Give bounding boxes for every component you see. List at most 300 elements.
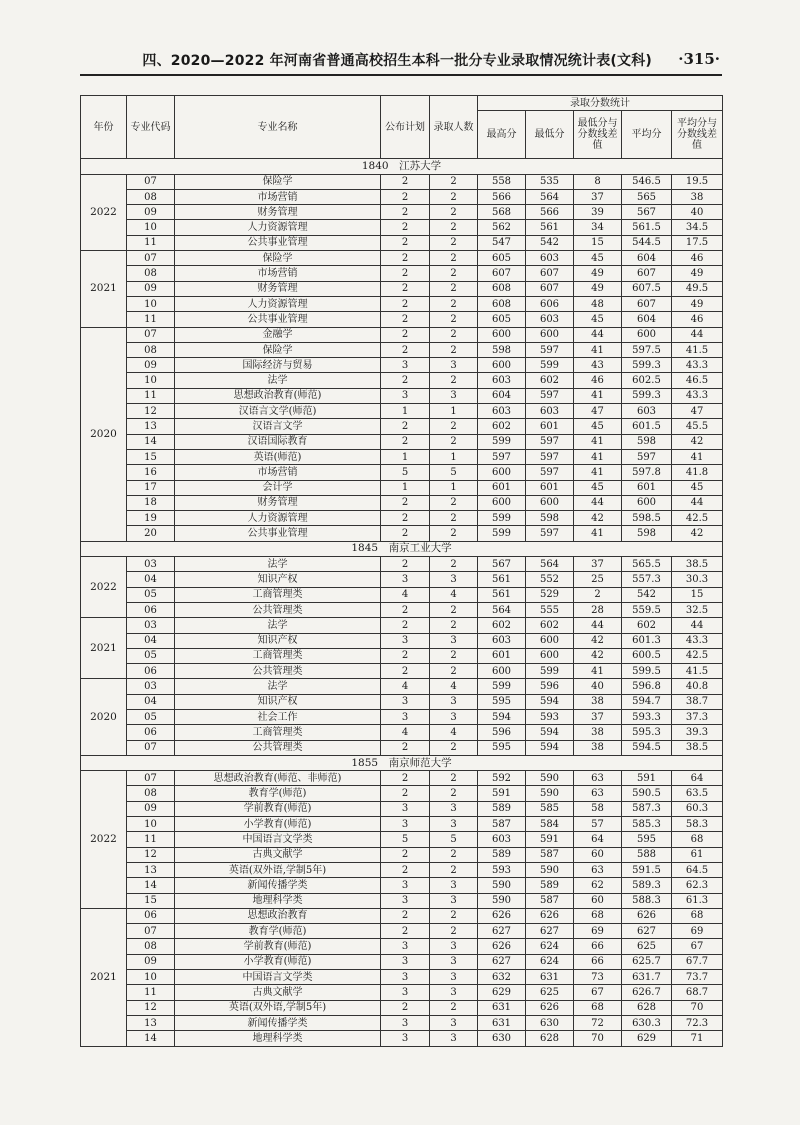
major-name-cell: 人力资源管理 — [175, 220, 381, 235]
admitted-cell: 3 — [430, 709, 478, 724]
avg-score-cell: 544.5 — [622, 235, 672, 250]
min-diff-cell: 41 — [574, 465, 622, 480]
max-score-cell: 590 — [478, 893, 526, 908]
avg-diff-cell: 61 — [672, 847, 723, 862]
table-row — [81, 220, 723, 235]
avg-score-cell: 599.3 — [622, 358, 672, 373]
min-score-cell: 564 — [526, 189, 574, 204]
min-score-cell: 561 — [526, 220, 574, 235]
major-name-cell: 汉语国际教育 — [175, 434, 381, 449]
major-name-cell: 英语(双外语,学制5年) — [175, 1000, 381, 1015]
max-score-cell: 601 — [478, 648, 526, 663]
table-row — [81, 235, 723, 250]
avg-score-cell: 565.5 — [622, 557, 672, 572]
plan-cell: 2 — [381, 251, 430, 266]
avg-score-cell: 628 — [622, 1000, 672, 1015]
table-row — [81, 801, 723, 816]
min-diff-cell: 38 — [574, 740, 622, 755]
plan-cell: 3 — [381, 358, 430, 373]
admitted-cell: 4 — [430, 679, 478, 694]
code-cell: 08 — [127, 786, 175, 801]
table-row — [81, 342, 723, 357]
table-row — [81, 465, 723, 480]
max-score-cell: 598 — [478, 342, 526, 357]
table-row — [81, 771, 723, 786]
avg-diff-cell: 19.5 — [672, 174, 723, 189]
table-row — [81, 1031, 723, 1046]
max-score-cell: 605 — [478, 312, 526, 327]
min-score-cell: 606 — [526, 296, 574, 311]
plan-cell: 2 — [381, 419, 430, 434]
avg-score-cell: 599.5 — [622, 664, 672, 679]
avg-diff-cell: 40.8 — [672, 679, 723, 694]
min-diff-cell: 64 — [574, 832, 622, 847]
page-header — [80, 46, 722, 76]
avg-score-cell: 599.3 — [622, 388, 672, 403]
table-row — [81, 434, 723, 449]
table-row — [81, 511, 723, 526]
avg-score-cell: 600 — [622, 495, 672, 510]
admitted-cell: 2 — [430, 251, 478, 266]
plan-cell: 2 — [381, 296, 430, 311]
avg-diff-cell: 41 — [672, 449, 723, 464]
min-score-cell: 597 — [526, 434, 574, 449]
major-name-cell: 小学教育(师范) — [175, 817, 381, 832]
table-row — [81, 189, 723, 204]
avg-score-cell: 600 — [622, 327, 672, 342]
max-score-cell: 608 — [478, 281, 526, 296]
plan-cell: 2 — [381, 786, 430, 801]
code-cell: 07 — [127, 174, 175, 189]
admitted-cell: 2 — [430, 434, 478, 449]
major-name-cell: 法学 — [175, 618, 381, 633]
avg-diff-cell: 45 — [672, 480, 723, 495]
min-diff-cell: 62 — [574, 878, 622, 893]
plan-cell: 5 — [381, 832, 430, 847]
major-name-cell: 人力资源管理 — [175, 296, 381, 311]
avg-score-cell: 602.5 — [622, 373, 672, 388]
min-diff-cell: 58 — [574, 801, 622, 816]
year-cell: 2021 — [81, 908, 127, 1046]
avg-score-cell: 557.3 — [622, 572, 672, 587]
major-name-cell: 财务管理 — [175, 495, 381, 510]
min-score-cell: 600 — [526, 327, 574, 342]
max-score-cell: 595 — [478, 694, 526, 709]
table-row — [81, 587, 723, 602]
admitted-cell: 3 — [430, 358, 478, 373]
avg-score-cell: 603 — [622, 404, 672, 419]
min-diff-cell: 45 — [574, 312, 622, 327]
admission-table — [80, 95, 723, 1047]
min-diff-cell: 68 — [574, 908, 622, 923]
min-score-cell: 535 — [526, 174, 574, 189]
min-diff-cell: 15 — [574, 235, 622, 250]
table-row — [81, 893, 723, 908]
avg-score-cell: 602 — [622, 618, 672, 633]
table-row — [81, 602, 723, 617]
avg-diff-cell: 34.5 — [672, 220, 723, 235]
plan-cell: 2 — [381, 648, 430, 663]
min-diff-cell: 73 — [574, 970, 622, 985]
admitted-cell: 2 — [430, 648, 478, 663]
max-score-cell: 562 — [478, 220, 526, 235]
avg-diff-cell: 46 — [672, 251, 723, 266]
min-diff-cell: 60 — [574, 847, 622, 862]
table-row — [81, 174, 723, 189]
plan-cell: 5 — [381, 465, 430, 480]
code-cell: 03 — [127, 679, 175, 694]
min-diff-cell: 45 — [574, 480, 622, 495]
min-diff-cell: 37 — [574, 709, 622, 724]
avg-score-cell: 588 — [622, 847, 672, 862]
min-score-cell: 599 — [526, 664, 574, 679]
major-name-cell: 学前教育(师范) — [175, 801, 381, 816]
avg-score-cell: 601 — [622, 480, 672, 495]
major-name-cell: 法学 — [175, 373, 381, 388]
avg-diff-cell: 41.5 — [672, 342, 723, 357]
header-min: 最低分 — [526, 111, 574, 159]
code-cell: 17 — [127, 480, 175, 495]
avg-diff-cell: 37.3 — [672, 709, 723, 724]
admitted-cell: 3 — [430, 801, 478, 816]
code-cell: 07 — [127, 327, 175, 342]
max-score-cell: 630 — [478, 1031, 526, 1046]
max-score-cell: 564 — [478, 602, 526, 617]
max-score-cell: 599 — [478, 434, 526, 449]
min-score-cell: 597 — [526, 465, 574, 480]
code-cell: 14 — [127, 1031, 175, 1046]
avg-diff-cell: 38.5 — [672, 557, 723, 572]
plan-cell: 4 — [381, 679, 430, 694]
min-score-cell: 600 — [526, 495, 574, 510]
admitted-cell: 3 — [430, 1015, 478, 1030]
table-row — [81, 832, 723, 847]
min-diff-cell: 40 — [574, 679, 622, 694]
table-row — [81, 786, 723, 801]
table-row — [81, 404, 723, 419]
max-score-cell: 602 — [478, 618, 526, 633]
header-avg-diff: 平均分与分数线差值 — [672, 111, 723, 159]
code-cell: 08 — [127, 939, 175, 954]
table-row — [81, 388, 723, 403]
avg-diff-cell: 44 — [672, 618, 723, 633]
plan-cell: 2 — [381, 526, 430, 541]
table-row — [81, 970, 723, 985]
code-cell: 13 — [127, 419, 175, 434]
plan-cell: 3 — [381, 1031, 430, 1046]
code-cell: 13 — [127, 1015, 175, 1030]
code-cell: 08 — [127, 342, 175, 357]
avg-diff-cell: 64 — [672, 771, 723, 786]
max-score-cell: 627 — [478, 954, 526, 969]
min-score-cell: 600 — [526, 633, 574, 648]
avg-score-cell: 595.3 — [622, 725, 672, 740]
min-score-cell: 625 — [526, 985, 574, 1000]
max-score-cell: 600 — [478, 664, 526, 679]
max-score-cell: 599 — [478, 526, 526, 541]
major-name-cell: 工商管理类 — [175, 648, 381, 663]
year-cell: 2020 — [81, 327, 127, 541]
min-diff-cell: 41 — [574, 664, 622, 679]
header-min-diff: 最低分与分数线差值 — [574, 111, 622, 159]
max-score-cell: 607 — [478, 266, 526, 281]
max-score-cell: 603 — [478, 633, 526, 648]
university-row — [81, 755, 723, 770]
header-name: 专业名称 — [175, 96, 381, 159]
min-score-cell: 624 — [526, 954, 574, 969]
table-row — [81, 618, 723, 633]
table-row — [81, 740, 723, 755]
major-name-cell: 古典文献学 — [175, 985, 381, 1000]
min-diff-cell: 66 — [574, 954, 622, 969]
plan-cell: 2 — [381, 205, 430, 220]
max-score-cell: 591 — [478, 786, 526, 801]
code-cell: 06 — [127, 908, 175, 923]
plan-cell: 2 — [381, 664, 430, 679]
min-diff-cell: 38 — [574, 725, 622, 740]
plan-cell: 2 — [381, 266, 430, 281]
min-score-cell: 590 — [526, 862, 574, 877]
major-name-cell: 小学教育(师范) — [175, 954, 381, 969]
code-cell: 07 — [127, 251, 175, 266]
min-score-cell: 555 — [526, 602, 574, 617]
plan-cell: 3 — [381, 1015, 430, 1030]
year-cell: 2022 — [81, 557, 127, 618]
major-name-cell: 地理科学类 — [175, 893, 381, 908]
table-row — [81, 419, 723, 434]
max-score-cell: 587 — [478, 817, 526, 832]
code-cell: 06 — [127, 664, 175, 679]
page-number: ·315· — [678, 50, 720, 68]
table-row — [81, 557, 723, 572]
plan-cell: 2 — [381, 740, 430, 755]
admitted-cell: 1 — [430, 404, 478, 419]
major-name-cell: 思想政治教育(师范、非师范) — [175, 771, 381, 786]
major-name-cell: 新闻传播学类 — [175, 1015, 381, 1030]
admitted-cell: 3 — [430, 878, 478, 893]
min-score-cell: 593 — [526, 709, 574, 724]
table-row — [81, 648, 723, 663]
min-score-cell: 607 — [526, 266, 574, 281]
avg-score-cell: 588.3 — [622, 893, 672, 908]
min-score-cell: 602 — [526, 373, 574, 388]
table-row — [81, 664, 723, 679]
code-cell: 15 — [127, 449, 175, 464]
code-cell: 09 — [127, 358, 175, 373]
avg-score-cell: 561.5 — [622, 220, 672, 235]
min-diff-cell: 8 — [574, 174, 622, 189]
plan-cell: 3 — [381, 709, 430, 724]
avg-score-cell: 596.8 — [622, 679, 672, 694]
table-row — [81, 205, 723, 220]
min-score-cell: 542 — [526, 235, 574, 250]
avg-score-cell: 598.5 — [622, 511, 672, 526]
max-score-cell: 627 — [478, 924, 526, 939]
code-cell: 10 — [127, 373, 175, 388]
code-cell: 07 — [127, 924, 175, 939]
max-score-cell: 597 — [478, 449, 526, 464]
min-score-cell: 590 — [526, 786, 574, 801]
table-row — [81, 908, 723, 923]
avg-score-cell: 607 — [622, 296, 672, 311]
max-score-cell: 632 — [478, 970, 526, 985]
code-cell: 18 — [127, 495, 175, 510]
major-name-cell: 保险学 — [175, 174, 381, 189]
min-diff-cell: 37 — [574, 189, 622, 204]
max-score-cell: 631 — [478, 1015, 526, 1030]
min-diff-cell: 41 — [574, 526, 622, 541]
min-diff-cell: 72 — [574, 1015, 622, 1030]
major-name-cell: 思想政治教育 — [175, 908, 381, 923]
plan-cell: 2 — [381, 373, 430, 388]
code-cell: 10 — [127, 970, 175, 985]
admitted-cell: 3 — [430, 893, 478, 908]
avg-score-cell: 600.5 — [622, 648, 672, 663]
plan-cell: 3 — [381, 970, 430, 985]
max-score-cell: 602 — [478, 419, 526, 434]
major-name-cell: 公共事业管理 — [175, 526, 381, 541]
code-cell: 09 — [127, 205, 175, 220]
plan-cell: 3 — [381, 694, 430, 709]
table-row — [81, 878, 723, 893]
admitted-cell: 1 — [430, 449, 478, 464]
min-diff-cell: 49 — [574, 266, 622, 281]
plan-cell: 2 — [381, 1000, 430, 1015]
admitted-cell: 2 — [430, 618, 478, 633]
plan-cell: 4 — [381, 587, 430, 602]
avg-diff-cell: 68.7 — [672, 985, 723, 1000]
min-diff-cell: 34 — [574, 220, 622, 235]
major-name-cell: 保险学 — [175, 342, 381, 357]
avg-score-cell: 629 — [622, 1031, 672, 1046]
min-score-cell: 594 — [526, 740, 574, 755]
major-name-cell: 法学 — [175, 679, 381, 694]
plan-cell: 2 — [381, 618, 430, 633]
major-name-cell: 汉语言文学 — [175, 419, 381, 434]
admitted-cell: 2 — [430, 740, 478, 755]
avg-score-cell: 626 — [622, 908, 672, 923]
plan-cell: 1 — [381, 480, 430, 495]
major-name-cell: 思想政治教育(师范) — [175, 388, 381, 403]
avg-diff-cell: 43.3 — [672, 633, 723, 648]
avg-score-cell: 585.3 — [622, 817, 672, 832]
min-score-cell: 529 — [526, 587, 574, 602]
avg-diff-cell: 41.5 — [672, 664, 723, 679]
table-header — [81, 96, 723, 159]
min-diff-cell: 68 — [574, 1000, 622, 1015]
max-score-cell: 566 — [478, 189, 526, 204]
max-score-cell: 600 — [478, 358, 526, 373]
major-name-cell: 新闻传播学类 — [175, 878, 381, 893]
table-row — [81, 312, 723, 327]
major-name-cell: 知识产权 — [175, 572, 381, 587]
min-score-cell: 631 — [526, 970, 574, 985]
avg-score-cell: 601.3 — [622, 633, 672, 648]
max-score-cell: 558 — [478, 174, 526, 189]
min-score-cell: 607 — [526, 281, 574, 296]
max-score-cell: 567 — [478, 557, 526, 572]
min-score-cell: 601 — [526, 419, 574, 434]
admitted-cell: 3 — [430, 817, 478, 832]
header-score-group: 录取分数统计 — [478, 96, 723, 111]
table-row — [81, 266, 723, 281]
table-row — [81, 572, 723, 587]
table-row — [81, 1000, 723, 1015]
plan-cell: 2 — [381, 862, 430, 877]
year-cell: 2021 — [81, 251, 127, 327]
table-row — [81, 862, 723, 877]
university-row — [81, 159, 723, 174]
avg-diff-cell: 38 — [672, 189, 723, 204]
min-diff-cell: 42 — [574, 633, 622, 648]
year-cell: 2022 — [81, 174, 127, 250]
code-cell: 11 — [127, 832, 175, 847]
code-cell: 04 — [127, 572, 175, 587]
min-score-cell: 630 — [526, 1015, 574, 1030]
min-score-cell: 585 — [526, 801, 574, 816]
code-cell: 06 — [127, 602, 175, 617]
code-cell: 05 — [127, 648, 175, 663]
admitted-cell: 2 — [430, 924, 478, 939]
avg-diff-cell: 49.5 — [672, 281, 723, 296]
admitted-cell: 2 — [430, 266, 478, 281]
admitted-cell: 2 — [430, 281, 478, 296]
min-score-cell: 597 — [526, 388, 574, 403]
admitted-cell: 2 — [430, 189, 478, 204]
min-score-cell: 626 — [526, 1000, 574, 1015]
avg-diff-cell: 42.5 — [672, 511, 723, 526]
major-name-cell: 教育学(师范) — [175, 924, 381, 939]
max-score-cell: 603 — [478, 404, 526, 419]
plan-cell: 3 — [381, 572, 430, 587]
major-name-cell: 教育学(师范) — [175, 786, 381, 801]
major-name-cell: 工商管理类 — [175, 725, 381, 740]
avg-diff-cell: 69 — [672, 924, 723, 939]
avg-diff-cell: 63.5 — [672, 786, 723, 801]
code-cell: 08 — [127, 266, 175, 281]
max-score-cell: 595 — [478, 740, 526, 755]
admitted-cell: 4 — [430, 725, 478, 740]
plan-cell: 4 — [381, 725, 430, 740]
min-diff-cell: 25 — [574, 572, 622, 587]
min-score-cell: 591 — [526, 832, 574, 847]
max-score-cell: 605 — [478, 251, 526, 266]
major-name-cell: 公共事业管理 — [175, 235, 381, 250]
plan-cell: 2 — [381, 557, 430, 572]
min-diff-cell: 63 — [574, 771, 622, 786]
plan-cell: 2 — [381, 771, 430, 786]
min-score-cell: 601 — [526, 480, 574, 495]
table-row — [81, 725, 723, 740]
avg-diff-cell: 40 — [672, 205, 723, 220]
admitted-cell: 2 — [430, 327, 478, 342]
major-name-cell: 知识产权 — [175, 694, 381, 709]
admitted-cell: 2 — [430, 220, 478, 235]
code-cell: 09 — [127, 281, 175, 296]
avg-diff-cell: 71 — [672, 1031, 723, 1046]
max-score-cell: 603 — [478, 373, 526, 388]
min-diff-cell: 44 — [574, 327, 622, 342]
min-diff-cell: 42 — [574, 511, 622, 526]
max-score-cell: 600 — [478, 327, 526, 342]
min-diff-cell: 2 — [574, 587, 622, 602]
avg-diff-cell: 60.3 — [672, 801, 723, 816]
header-avg: 平均分 — [622, 111, 672, 159]
table-row — [81, 633, 723, 648]
plan-cell: 2 — [381, 174, 430, 189]
admitted-cell: 2 — [430, 557, 478, 572]
plan-cell: 3 — [381, 893, 430, 908]
